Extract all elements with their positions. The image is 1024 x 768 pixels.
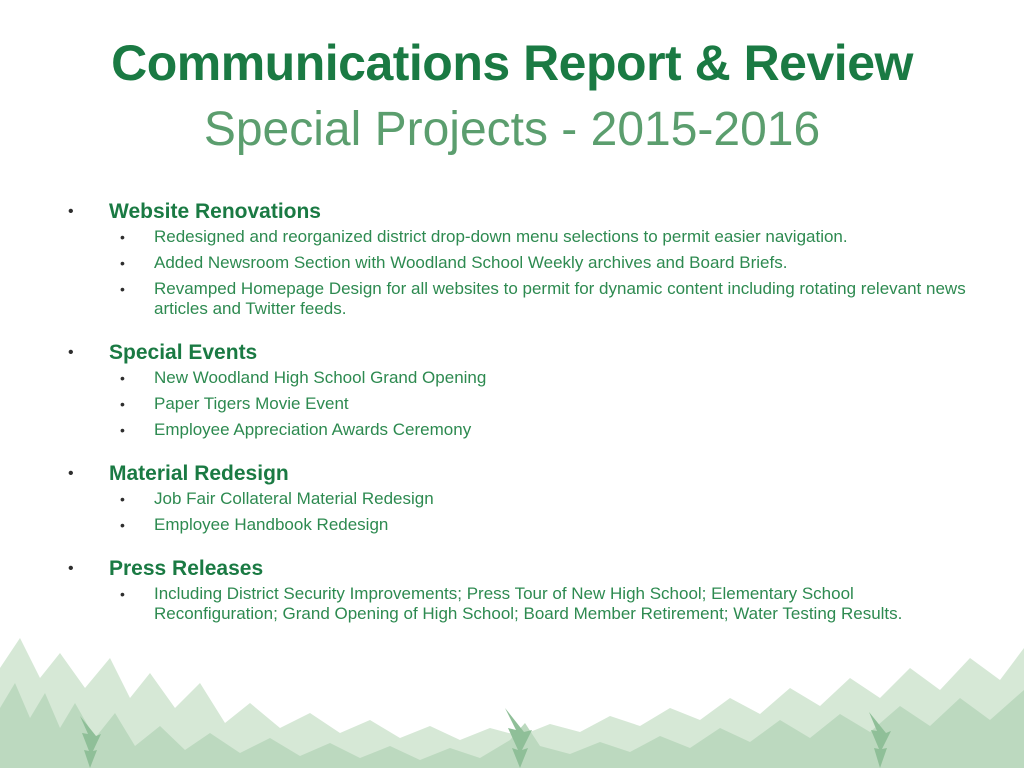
bullet-icon: • <box>120 396 125 412</box>
list-item-text: New Woodland High School Grand Opening <box>154 368 487 387</box>
list-item-text: Revamped Homepage Design for all websites to permit for dynamic content including rotating relevant news articles and Twitter feeds. <box>154 279 966 318</box>
bullet-icon: • <box>120 517 125 533</box>
bullet-icon: • <box>68 203 74 220</box>
section-items <box>68 584 968 624</box>
bullet-icon: • <box>68 465 74 482</box>
bullet-icon: • <box>120 586 125 602</box>
list-item <box>68 253 968 273</box>
section-heading-text: Special Events <box>109 341 258 364</box>
bullet-icon: • <box>120 229 125 245</box>
section-press-releases <box>68 555 968 624</box>
list-item <box>68 420 968 440</box>
bullet-icon: • <box>120 370 125 386</box>
list-item-text: Including District Security Improvements; Press Tour of New High School; Elementary School Reconfiguration; Grand Opening of High School; Board Member Retirement; Water Testing Results. <box>154 584 903 623</box>
bullet-icon: • <box>120 255 125 271</box>
bullet-icon: • <box>120 422 125 438</box>
list-item-text: Employee Appreciation Awards Ceremony <box>154 420 472 439</box>
forest-decoration <box>0 628 1024 768</box>
list-item <box>68 489 968 509</box>
section-website-renovations <box>68 198 968 319</box>
page-title: Communications Report & Review <box>111 35 913 91</box>
section-special-events <box>68 339 968 440</box>
list-item <box>68 584 968 624</box>
section-items <box>68 227 968 319</box>
section-heading <box>68 460 968 487</box>
list-item <box>68 394 968 414</box>
list-item-text: Employee Handbook Redesign <box>154 515 389 534</box>
list-item-text: Added Newsroom Section with Woodland School Weekly archives and Board Briefs. <box>154 253 788 272</box>
section-heading <box>68 198 968 225</box>
section-heading-text: Website Renovations <box>109 200 321 223</box>
section-heading-text: Press Releases <box>109 557 264 580</box>
bullet-icon: • <box>120 281 125 297</box>
section-material-redesign <box>68 460 968 535</box>
bullet-icon: • <box>68 344 74 361</box>
list-item-text: Job Fair Collateral Material Redesign <box>154 489 434 508</box>
content-area <box>68 198 968 644</box>
list-item-text: Paper Tigers Movie Event <box>154 394 349 413</box>
section-heading-text: Material Redesign <box>109 462 289 485</box>
section-items <box>68 368 968 440</box>
list-item <box>68 515 968 535</box>
list-item <box>68 279 968 319</box>
section-heading <box>68 555 968 582</box>
page-subtitle: Special Projects - 2015-2016 <box>203 103 821 156</box>
list-item <box>68 368 968 388</box>
bullet-icon: • <box>120 491 125 507</box>
list-item-text: Redesigned and reorganized district drop-down menu selections to permit easier navigation. <box>154 227 848 246</box>
section-items <box>68 489 968 535</box>
bullet-icon: • <box>68 560 74 577</box>
list-item <box>68 227 968 247</box>
section-heading <box>68 339 968 366</box>
